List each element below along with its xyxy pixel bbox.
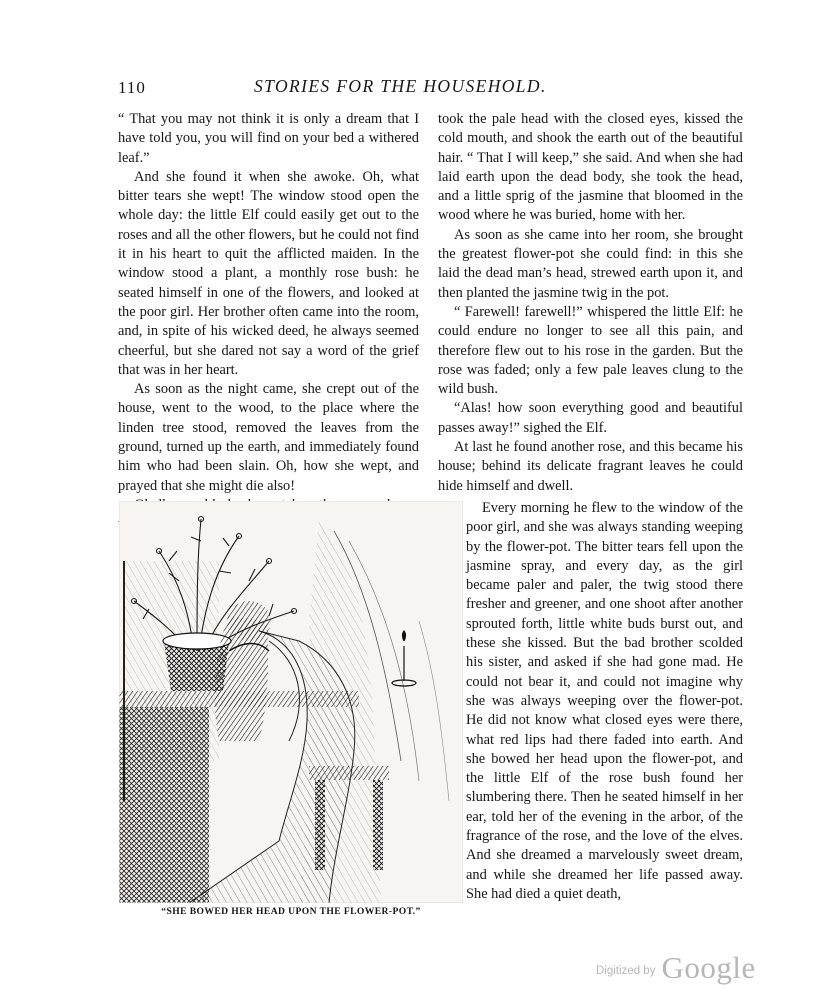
left-column	[118, 110, 419, 535]
page-number: 110	[118, 78, 146, 97]
paragraph: As soon as the night came, she crept out of the house, went to the wood, to the place where the linden tree stood, removed the leaves from the ground, turned up the earth, and immediately found him who had been slain. Oh, how she wept, and prayed that she might die also!	[118, 381, 419, 494]
paragraph: As soon as she came into her room, she brought the greatest flower-pot she could find: in this she laid the dead man’s head, strewed earth upon it, and then planted the jasmine twig in the pot.	[438, 226, 743, 301]
engraving-illustration	[119, 501, 463, 903]
right-column-bottom	[466, 499, 743, 904]
paragraph: “Alas! how soon everything good and beautiful passes away!” sighed the Elf.	[438, 400, 743, 436]
paragraph: took the pale head with the closed eyes, kissed the cold mouth, and shook the earth out of the beautiful hair. “ That I will keep,” she said. And when she had laid earth upon the dead body, she took the head, and a little sprig of the jasmine that bloomed in the wood where he was buried, home with her.	[438, 111, 743, 224]
digitized-watermark	[596, 950, 756, 986]
watermark-brand: Google	[661, 950, 756, 985]
running-head	[112, 76, 744, 102]
paragraph: And she found it when she awoke. Oh, what bitter tears she wept! The window stood open the whole day: the little Elf could easily get out to the roses and all the other flowers, but he could not find it in his heart to quit the afflicted maiden. In the window stood a plant, a monthly rose bush: he seated himself in one of the flowers, and looked at the poor girl. Her brother often came into the room, and, in spite of his wicked deed, he always seemed cheerful, but she dared not say a word of the grief that was in her heart.	[118, 168, 419, 378]
paragraph: At last he found another rose, and this became his house; behind its delicate fragrant leaves he could hide himself and dwell.	[438, 439, 743, 494]
paragraph: “ Farewell! farewell!” whispered the little Elf: he could endure no longer to see all this pain, and therefore flew out to his rose in the garden. But the rose was faded; only a few pale leaves clung to the wild bush.	[438, 303, 743, 398]
paragraph: “ That you may not think it is only a dream that I have told you, you will find on your bed a withered leaf.”	[118, 111, 419, 166]
running-title: STORIES FOR THE HOUSEHOLD.	[254, 76, 547, 96]
watermark-prefix: Digitized by	[596, 965, 656, 977]
right-column-top	[438, 110, 743, 496]
illustration-caption: “SHE BOWED HER HEAD UPON THE FLOWER-POT.”	[161, 906, 421, 917]
candlestick	[392, 631, 416, 686]
paragraph: Every morning he flew to the window of the poor girl, and she was always standing weeping by the flower-pot. The bitter tears fell upon the jasmine spray, and every day, as the girl became paler and paler, the twig stood there fresher and greener, and one shoot after another sprouted forth, little white buds burst out, and these she kissed. But the bad brother scolded his sister, and asked if she had gone mad. He could not bear it, and could not imagine why she was always weeping over the flower-pot. He did not know what closed eyes were there, what red lips had there faded into earth. And she bowed her head upon the flower-pot, and the little Elf of the rose bush found her slumbering there. Then he seated himself in her ear, told her of the evening in the arbor, of the fragrance of the rose, and the love of the elves. And she dreamed a marvelously sweet dream, and while she dreamed her life passed away. She had died a quiet death,	[466, 500, 743, 902]
